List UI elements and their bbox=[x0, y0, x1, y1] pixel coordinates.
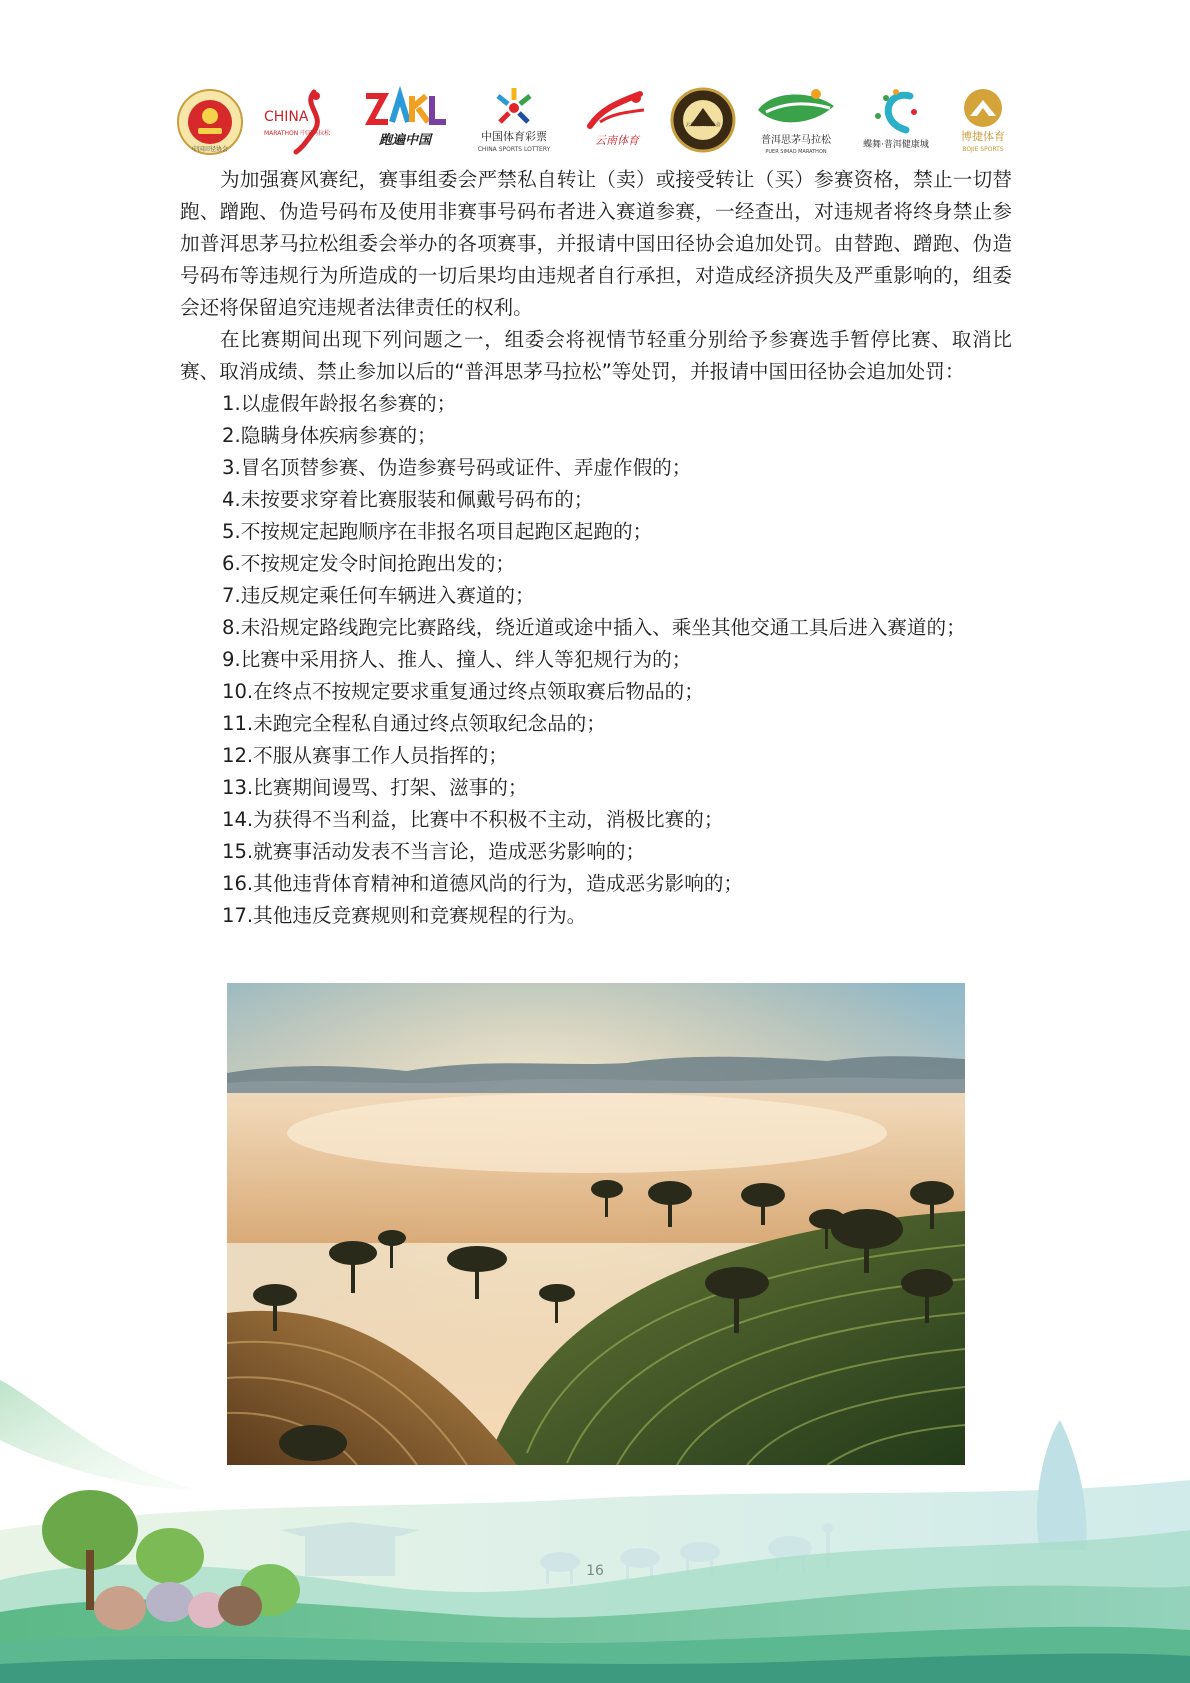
violation-item: 10.在终点不按规定要求重复通过终点领取赛后物品的； bbox=[222, 680, 704, 703]
violation-item: 7.违反规定乘任何车辆进入赛道的； bbox=[222, 584, 535, 607]
violation-item: 2.隐瞒身体疾病参赛的； bbox=[222, 424, 437, 447]
violation-list bbox=[180, 388, 1012, 932]
green-leaf-runner-icon bbox=[752, 86, 840, 134]
footer-landscape-illustration bbox=[0, 1380, 1190, 1683]
torch-runner-icon bbox=[580, 86, 654, 132]
yunnan-sports-logo: 云南体育 bbox=[580, 86, 654, 158]
violation-item: 4.未按要求穿着比赛服装和佩戴号码布的； bbox=[222, 488, 594, 511]
bojie-sports-logo: 博捷体育 BOJIE SPORTS bbox=[946, 86, 1020, 158]
china-marathon-logo: CHINA MARATHON 中国马拉松 bbox=[262, 86, 332, 158]
yunnan-athletics-association-logo: 云南省田径协会 bbox=[670, 86, 736, 158]
colorful-letters-icon bbox=[362, 86, 448, 136]
violation-item: 8.未沿规定路线跑完比赛路线，绕近道或途中插入、乘坐其他交通工具后进入赛道的； bbox=[222, 616, 966, 639]
violation-item: 13.比赛期间谩骂、打架、滋事的； bbox=[222, 776, 528, 799]
paobian-zhongguo-logo: 跑遍中国 bbox=[362, 86, 448, 158]
violation-item: 6.不按规定发令时间抢跑出发的； bbox=[222, 552, 516, 575]
violation-item: 5.不按规定起跑顺序在非报名项目起跑区起跑的； bbox=[222, 520, 653, 543]
violation-item: 17.其他违反竞赛规则和竞赛规程的行为。 bbox=[222, 904, 587, 927]
china-sports-lottery-logo: 中国体育彩票 CHINA SPORTS LOTTERY bbox=[468, 86, 560, 158]
violation-item: 16.其他违背体育精神和道德风尚的行为，造成恶劣影响的； bbox=[222, 872, 744, 895]
violation-item: 11.未跑完全程私自通过终点领取纪念品的； bbox=[222, 712, 606, 735]
violation-item: 9.比赛中采用挤人、推人、撞人、绊人等犯规行为的； bbox=[222, 648, 692, 671]
violation-item: 1.以虚假年龄报名参赛的； bbox=[222, 392, 457, 415]
regulations-text bbox=[180, 164, 1012, 932]
chinese-athletics-association-logo: 中国田径协会 bbox=[176, 86, 244, 158]
penalty-intro-paragraph: 在比赛期间出现下列问题之一，组委会将视情节轻重分别给予参赛选手暂停比赛、取消比赛、取消成绩、禁止参加以后的“普洱思茅马拉松”等处罚，并报请中国田径协会追加处罚： bbox=[180, 328, 1012, 383]
violation-item: 14.为获得不当利益，比赛中不积极不主动，消极比赛的； bbox=[222, 808, 724, 831]
butterfly-c-icon bbox=[856, 86, 936, 138]
violation-item: 3.冒名顶替参赛、伪造参赛号码或证件、弄虚作假的； bbox=[222, 456, 692, 479]
violation-item: 12.不服从赛事工作人员指挥的； bbox=[222, 744, 508, 767]
sponsor-logo-strip bbox=[176, 86, 1020, 158]
puer-simao-marathon-logo: 普洱思茅马拉松 PUER SIMAO MARATHON bbox=[752, 86, 840, 158]
mountain-badge-icon bbox=[946, 86, 1020, 130]
violation-item: 15.就赛事活动发表不当言论，造成恶劣影响的； bbox=[222, 840, 646, 863]
lottery-star-icon bbox=[468, 86, 560, 130]
page-number: 16 bbox=[586, 1563, 604, 1579]
puer-healthy-life-logo: 蝶舞·普洱健康城 bbox=[856, 86, 936, 158]
integrity-paragraph: 为加强赛风赛纪，赛事组委会严禁私自转让（卖）或接受转让（买）参赛资格，禁止一切替跑、蹭跑、伪造号码布及使用非赛事号码布者进入赛道参赛，一经查出，对违规者将终身禁止参加普洱思茅马拉松组委会举办的各项赛事，并报请中国田径协会追加处罚。由替跑、蹭跑、伪造号码布等违规行为所造成的一切后果均由违规者自行承担，对造成经济损失及严重影响的，组委会还将保留追究违规者法律责任的权利。 bbox=[180, 168, 1012, 319]
tea-city-seal bbox=[1037, 1420, 1087, 1550]
